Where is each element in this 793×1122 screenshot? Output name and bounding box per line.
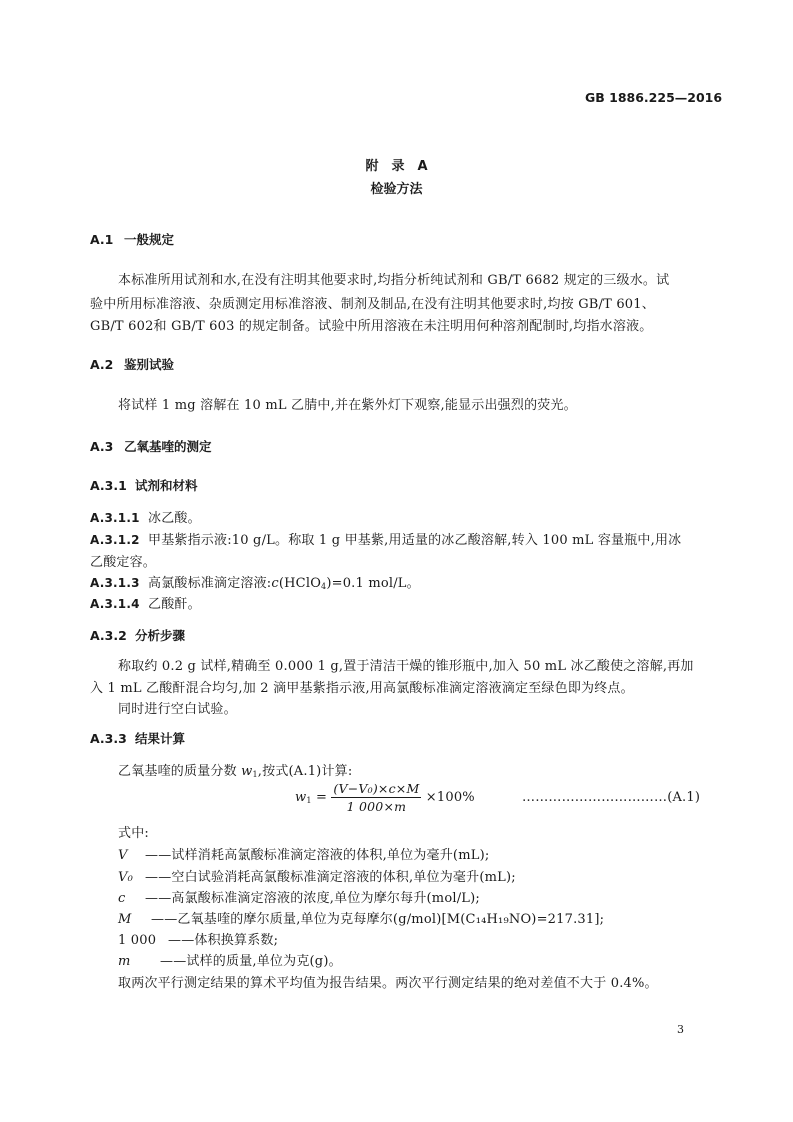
paragraph-line: 同时进行空白试验。 — [118, 702, 237, 717]
standard-number: GB 1886.225—2016 — [585, 90, 723, 105]
calc-intro — [118, 760, 352, 779]
intro-text: ,按式(A.1)计算: — [257, 764, 353, 779]
appendix-subtitle: 检验方法 — [370, 182, 423, 197]
section-number: A.3 — [90, 439, 114, 454]
section-number: A.3.1 — [90, 478, 127, 493]
symbol-w: w — [241, 764, 253, 779]
section-a2-heading — [90, 355, 174, 373]
item-text: 高氯酸标准滴定溶液: — [148, 576, 272, 591]
definition-symbol: M — [118, 912, 132, 927]
subscript: 1 — [306, 796, 312, 805]
subscript: 1 — [252, 770, 258, 779]
item-a313 — [90, 572, 420, 591]
section-a32-heading — [90, 626, 185, 644]
section-title: 结果计算 — [135, 731, 186, 746]
section-title: 试剂和材料 — [135, 478, 198, 493]
definition-text: ——乙氧基喹的摩尔质量,单位为克每摩尔(g/mol)[M(C₁₄H₁₉NO)=217.31]; — [151, 912, 605, 927]
definition-text: ——试样消耗高氯酸标准滴定溶液的体积,单位为毫升(mL); — [145, 848, 490, 863]
paragraph-line: GB/T 602和 GB/T 603 的规定制备。试验中所用溶液在未注明用何种溶剂配制时,均指水溶液。 — [90, 319, 653, 334]
definition-item — [118, 950, 342, 969]
item-text: 乙酸酐。 — [148, 597, 201, 612]
item-number: A.3.1.3 — [90, 576, 140, 590]
formula-a1 — [295, 781, 475, 814]
definition-text: ——试样的质量,单位为克(g)。 — [160, 954, 342, 969]
formula-part: (HClO — [278, 576, 322, 591]
paragraph-line: 验中所用标准溶液、杂质测定用标准溶液、制剂及制品,在没有注明其他要求时,均按 GB/T 601、 — [90, 297, 655, 312]
formula-label: ……………………………(A.1) — [522, 790, 701, 805]
section-number: A.3.2 — [90, 628, 127, 643]
item-a311 — [90, 507, 201, 526]
subscript: 4 — [321, 582, 327, 591]
item-text: 甲基紫指示液:10 g/L。称取 1 g 甲基紫,用适量的冰乙酸溶解,转入 100 mL 容量瓶中,用冰 — [148, 533, 682, 548]
item-number: A.3.1.2 — [90, 533, 140, 547]
item-text: 冰乙酸。 — [148, 511, 201, 526]
symbol-c: c — [271, 576, 279, 591]
definition-symbol: c — [118, 891, 126, 906]
formula-times: ×100% — [425, 790, 475, 805]
section-title: 分析步骤 — [135, 628, 186, 643]
page-number: 3 — [677, 1023, 685, 1036]
formula-fraction — [331, 781, 421, 814]
item-a312 — [90, 529, 681, 548]
intro-text: 乙氧基喹的质量分数 — [118, 764, 237, 779]
section-number: A.2 — [90, 357, 114, 372]
section-a3-heading — [90, 437, 212, 455]
definition-item — [118, 866, 516, 885]
formula-denominator: 1 000×m — [346, 799, 407, 814]
formula-part: )=0.1 mol/L。 — [326, 576, 420, 591]
item-number: A.3.1.4 — [90, 597, 140, 611]
section-a33-heading — [90, 729, 185, 747]
item-continuation: 乙酸定容。 — [90, 555, 157, 570]
section-title: 鉴别试验 — [124, 357, 175, 372]
definition-symbol: m — [118, 954, 131, 969]
paragraph-line: 称取约 0.2 g 试样,精确至 0.000 1 g,置于清洁干燥的锥形瓶中,加入 50 mL 冰乙酸使之溶解,再加 — [118, 659, 694, 674]
definition-symbol: V — [118, 848, 128, 863]
definition-item — [118, 908, 604, 927]
item-number: A.3.1.1 — [90, 511, 140, 525]
paragraph-line: 入 1 mL 乙酸酐混合均匀,加 2 滴甲基紫指示液,用高氯酸标准滴定溶液滴定至绿色即为终点。 — [90, 681, 634, 696]
section-number: A.3.3 — [90, 731, 127, 746]
section-a1-heading — [90, 230, 174, 248]
definition-symbol: V₀ — [118, 870, 133, 885]
conclusion-text: 取两次平行测定结果的算术平均值为报告结果。两次平行测定结果的绝对差值不大于 0.4%。 — [118, 976, 658, 991]
definition-text: ——高氯酸标准滴定溶液的浓度,单位为摩尔每升(mol/L); — [145, 891, 480, 906]
definition-symbol: 1 000 — [118, 933, 157, 948]
formula-lhs: w — [295, 790, 307, 805]
section-number: A.1 — [90, 232, 114, 247]
definition-text: ——体积换算系数; — [168, 933, 279, 948]
appendix-title: 附 录 A — [365, 159, 428, 174]
section-title: 一般规定 — [124, 232, 175, 247]
section-title: 乙氧基喹的测定 — [124, 439, 212, 454]
formula-numerator: (V−V₀)×c×M — [333, 781, 420, 796]
item-a314 — [90, 593, 201, 612]
definitions-heading: 式中: — [118, 826, 149, 841]
definition-item — [118, 844, 489, 863]
definition-item — [118, 929, 278, 948]
definition-item — [118, 887, 480, 906]
formula-equals: = — [315, 790, 328, 805]
section-a31-heading — [90, 476, 198, 494]
definition-text: ——空白试验消耗高氯酸标准滴定溶液的体积,单位为毫升(mL); — [145, 870, 516, 885]
paragraph-line: 将试样 1 mg 溶解在 10 mL 乙腈中,并在紫外灯下观察,能显示出强烈的荧光。 — [118, 398, 577, 413]
paragraph-line: 本标准所用试剂和水,在没有注明其他要求时,均指分析纯试剂和 GB/T 6682 规定的三级水。试 — [118, 273, 670, 288]
